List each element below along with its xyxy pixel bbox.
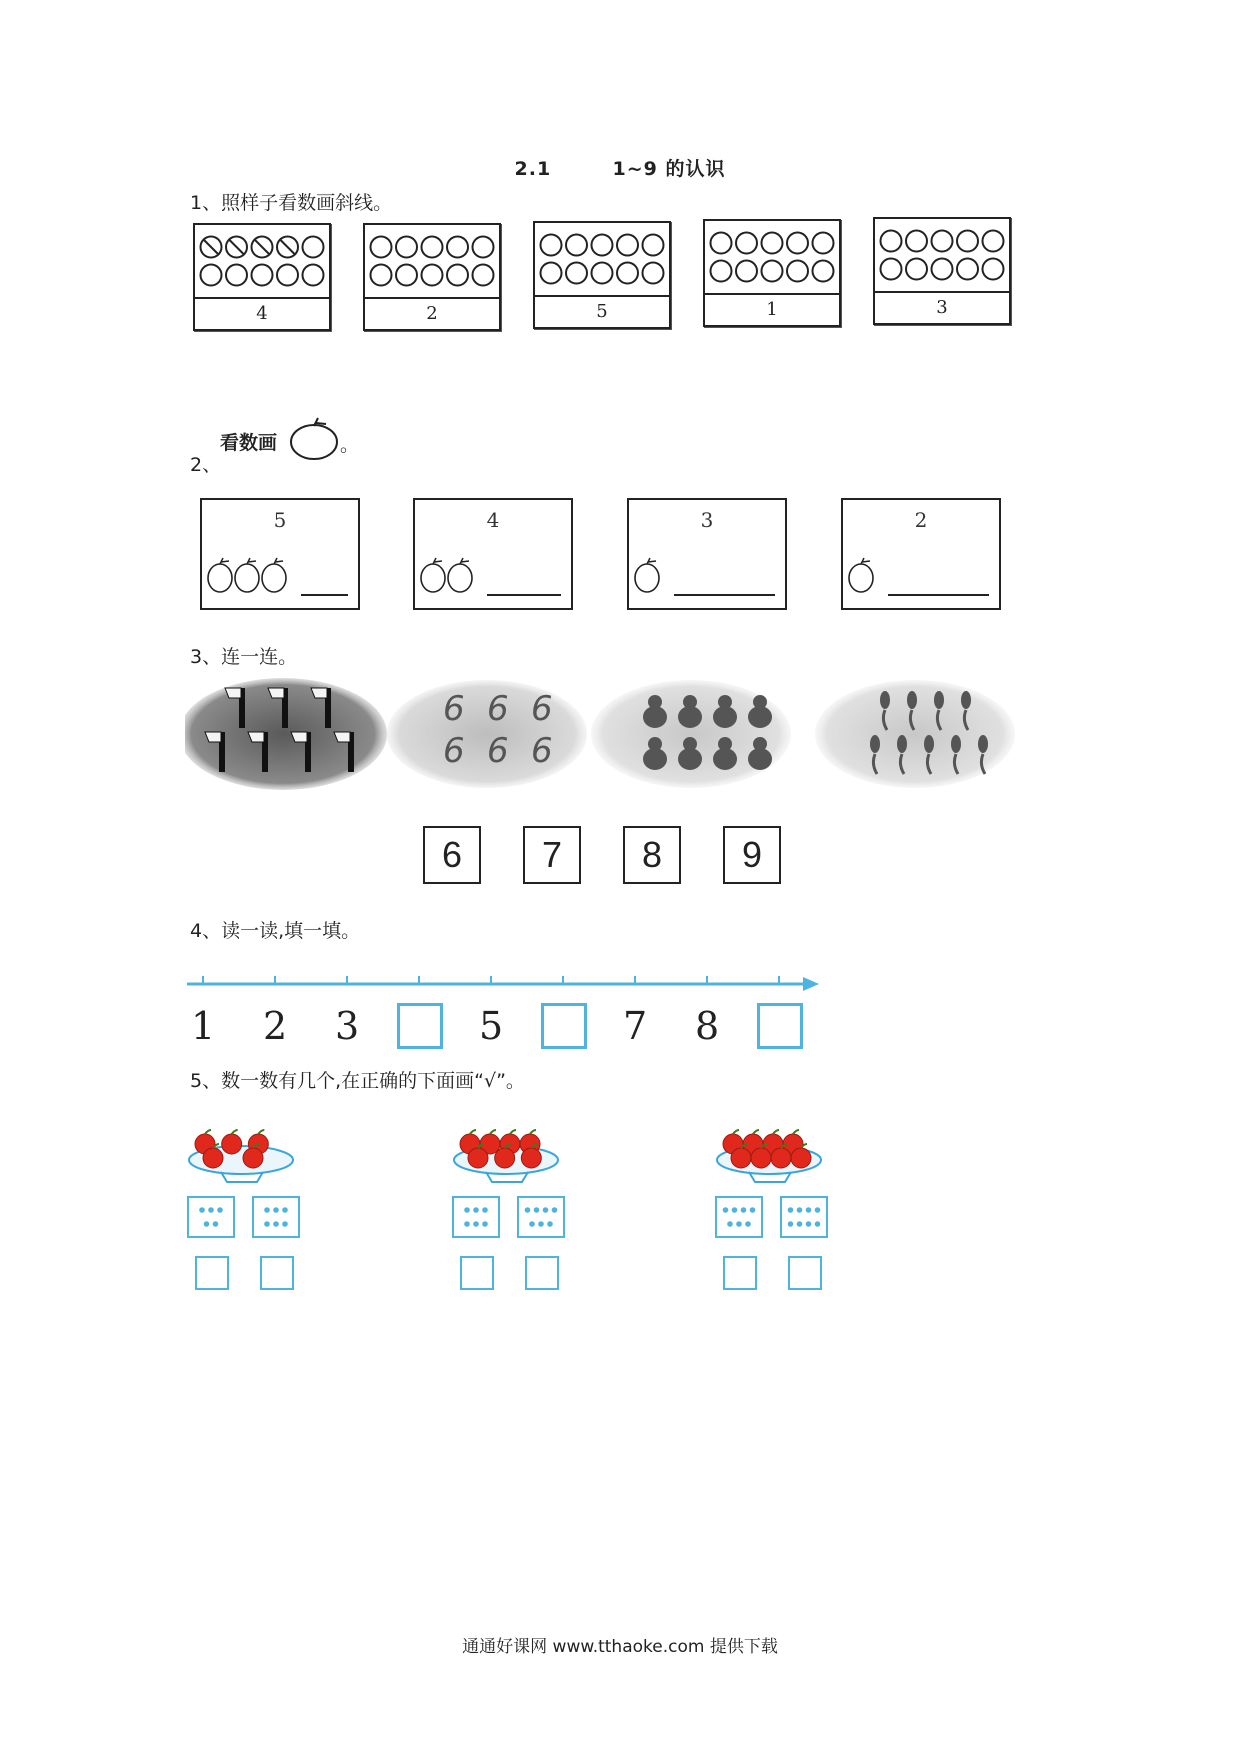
box-number: 5 [273, 508, 287, 532]
number-box-8[interactable]: 8 [623, 826, 681, 884]
dot [482, 1221, 488, 1227]
apple-icon [235, 558, 259, 592]
circle[interactable] [252, 265, 273, 286]
dot [482, 1207, 488, 1213]
dot [806, 1207, 812, 1213]
dot [797, 1207, 803, 1213]
q4-prompt: 4、读一读,填一填。 [190, 920, 361, 942]
answer-line[interactable] [301, 594, 348, 596]
circle[interactable] [983, 259, 1004, 280]
number-box-7[interactable]: 7 [523, 826, 581, 884]
circle-box [193, 223, 331, 331]
q2-prompt: 看数画 [220, 432, 278, 454]
number-label: 1 [191, 1004, 216, 1048]
apple-plate [715, 1120, 835, 1190]
circle-grid[interactable] [875, 219, 1009, 291]
dot [797, 1221, 803, 1227]
dot [264, 1207, 270, 1213]
circle[interactable] [541, 263, 562, 284]
dot [525, 1207, 531, 1213]
dot [534, 1207, 540, 1213]
number-label: 2 [263, 1004, 288, 1048]
check-answer-box[interactable] [195, 1256, 229, 1290]
apple-box [413, 498, 573, 610]
section-topic: 1~9 的认识 [612, 158, 726, 180]
number-box-6[interactable]: 6 [423, 826, 481, 884]
dot [282, 1207, 288, 1213]
q5-prompt: 5、数一数有几个,在正确的下面画“√”。 [190, 1070, 525, 1092]
circle-grid[interactable] [365, 225, 499, 297]
circle[interactable] [371, 265, 392, 286]
apple-icon [849, 558, 873, 592]
check-answer-box[interactable] [525, 1256, 559, 1290]
circle[interactable] [473, 265, 494, 286]
slash-mark [229, 239, 245, 255]
number-line [185, 970, 825, 1000]
apple-box [627, 498, 787, 610]
circle[interactable] [762, 233, 783, 254]
dot [815, 1207, 821, 1213]
dot [806, 1221, 812, 1227]
dot [750, 1207, 756, 1213]
dot [204, 1221, 210, 1227]
dot [473, 1221, 479, 1227]
circle[interactable] [932, 231, 953, 252]
circle[interactable] [711, 261, 732, 282]
circle[interactable] [787, 261, 808, 282]
circle[interactable] [371, 237, 392, 258]
box-number: 4 [486, 508, 500, 532]
circle[interactable] [617, 263, 638, 284]
circle[interactable] [957, 231, 978, 252]
circle[interactable] [396, 265, 417, 286]
circle[interactable] [447, 237, 468, 258]
circle-box [703, 219, 841, 327]
dot [282, 1221, 288, 1227]
check-answer-box[interactable] [260, 1256, 294, 1290]
dot [543, 1207, 549, 1213]
six-picture: 6 [443, 689, 465, 729]
check-answer-box[interactable] [723, 1256, 757, 1290]
slash-mark [254, 239, 270, 255]
circle-grid[interactable] [195, 225, 329, 297]
six-picture: 6 [487, 689, 509, 729]
apple-box [200, 498, 360, 610]
box-number: 2 [426, 303, 438, 324]
answer-line[interactable] [888, 594, 989, 596]
circle[interactable] [422, 237, 443, 258]
dot [538, 1221, 544, 1227]
circle[interactable] [473, 237, 494, 258]
dot [788, 1207, 794, 1213]
box-number: 3 [936, 297, 948, 318]
dot [741, 1207, 747, 1213]
circle[interactable] [617, 235, 638, 256]
dot [529, 1221, 535, 1227]
circle[interactable] [447, 265, 468, 286]
box-number: 3 [700, 508, 714, 532]
circle-box [363, 223, 501, 331]
apple-icon [262, 558, 286, 592]
number-label: 5 [479, 1004, 504, 1048]
dot-card [452, 1196, 500, 1238]
circle[interactable] [396, 237, 417, 258]
circle[interactable] [983, 231, 1004, 252]
apple-plate [187, 1120, 307, 1190]
dot [547, 1221, 553, 1227]
number-label: 3 [335, 1004, 360, 1048]
six-picture: 6 [531, 689, 553, 729]
circle[interactable] [541, 235, 562, 256]
circle-box [873, 217, 1011, 325]
circle[interactable] [592, 263, 613, 284]
circle[interactable] [277, 265, 298, 286]
blank-answer-box[interactable] [541, 1003, 587, 1049]
circle[interactable] [643, 263, 664, 284]
q3-prompt: 3、连一连。 [190, 646, 298, 668]
apple-icon [448, 558, 472, 592]
apple-icon [421, 558, 445, 592]
dot [723, 1207, 729, 1213]
number-label: 7 [623, 1004, 648, 1048]
apple-icon [222, 1130, 242, 1154]
circle[interactable] [813, 233, 834, 254]
dot [264, 1221, 270, 1227]
circle[interactable] [881, 259, 902, 280]
circle[interactable] [592, 235, 613, 256]
dot [273, 1207, 279, 1213]
apple-icon [208, 558, 232, 592]
dot-card [187, 1196, 235, 1238]
dot [736, 1221, 742, 1227]
dot [473, 1207, 479, 1213]
box-number: 4 [256, 303, 268, 324]
circle[interactable] [906, 231, 927, 252]
six-picture: 6 [531, 731, 553, 771]
number-box-9[interactable]: 9 [723, 826, 781, 884]
dot [208, 1207, 214, 1213]
apple-box [841, 498, 1001, 610]
box-number: 1 [766, 299, 778, 320]
circle[interactable] [906, 259, 927, 280]
slash-mark [203, 239, 219, 255]
dot [552, 1207, 558, 1213]
six-picture: 6 [443, 731, 465, 771]
circle[interactable] [932, 259, 953, 280]
answer-line[interactable] [674, 594, 775, 596]
dot [788, 1221, 794, 1227]
circle[interactable] [957, 259, 978, 280]
circle-grid[interactable] [705, 221, 839, 293]
dot [732, 1207, 738, 1213]
circle[interactable] [566, 263, 587, 284]
circle[interactable] [711, 233, 732, 254]
circle-grid[interactable] [535, 223, 669, 295]
apple-icon [288, 414, 344, 462]
box-number: 2 [914, 508, 928, 532]
circle[interactable] [226, 265, 247, 286]
circle[interactable] [762, 261, 783, 282]
slash-mark [280, 239, 296, 255]
dot-card [780, 1196, 828, 1238]
circle[interactable] [881, 231, 902, 252]
circle-box [533, 221, 671, 329]
dot [727, 1221, 733, 1227]
page-title [0, 154, 1240, 181]
dot [217, 1207, 223, 1213]
dot-card [517, 1196, 565, 1238]
circle[interactable] [303, 237, 324, 258]
dot [464, 1207, 470, 1213]
dot [273, 1221, 279, 1227]
q1-prompt: 1、照样子看数画斜线。 [190, 192, 393, 214]
circle[interactable] [736, 233, 757, 254]
circle[interactable] [813, 261, 834, 282]
circle[interactable] [201, 265, 222, 286]
circle[interactable] [422, 265, 443, 286]
answer-line[interactable] [487, 594, 561, 596]
circle[interactable] [787, 233, 808, 254]
blank-answer-box[interactable] [397, 1003, 443, 1049]
dot-card [715, 1196, 763, 1238]
dot [815, 1221, 821, 1227]
circle[interactable] [736, 261, 757, 282]
q2-punct: 。 [340, 434, 360, 456]
circle[interactable] [643, 235, 664, 256]
apple-icon [635, 558, 659, 592]
q2-number: 2、 [190, 454, 222, 476]
apple-plate [452, 1120, 572, 1190]
dot [464, 1221, 470, 1227]
circle[interactable] [566, 235, 587, 256]
circle[interactable] [303, 265, 324, 286]
six-picture: 6 [487, 731, 509, 771]
number-label: 8 [695, 1004, 720, 1048]
dot [745, 1221, 751, 1227]
box-number: 5 [596, 301, 608, 322]
check-answer-box[interactable] [460, 1256, 494, 1290]
q3-picture-groups [185, 670, 1035, 800]
footer-text: 通通好课网 www.tthaoke.com 提供下载 [462, 1637, 778, 1657]
dot [213, 1221, 219, 1227]
section-number: 2.1 [514, 158, 552, 180]
check-answer-box[interactable] [788, 1256, 822, 1290]
dot-card [252, 1196, 300, 1238]
dot [199, 1207, 205, 1213]
blank-answer-box[interactable] [757, 1003, 803, 1049]
